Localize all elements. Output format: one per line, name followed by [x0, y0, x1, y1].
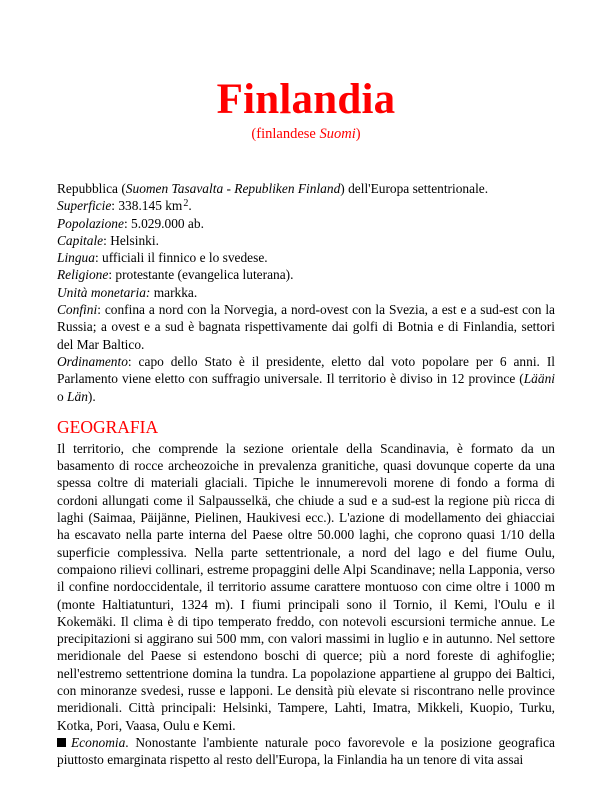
section-heading-geografia: GEOGRAFIA [57, 416, 159, 437]
fact-label: Confini [57, 302, 98, 318]
fact-value: : confina a nord con la Norvegia, a nord-ovest con la Svezia, a est e a sud-est con la Russia; a ovest e a sud è bagnata rispettivamente dai golfi di Botnia e di Finlandia, settori del Mar Baltico. [57, 302, 555, 352]
ordinamento-term-lan: Län [67, 388, 88, 404]
fact-value: : 338.145 km [111, 198, 183, 214]
fact-label: Capitale [57, 232, 104, 248]
fact-unita-monetaria [57, 284, 555, 301]
page-title: Finlandia [216, 76, 396, 123]
document-body [57, 180, 555, 769]
fact-ordinamento [57, 353, 555, 405]
fact-label: Lingua [57, 250, 95, 266]
ordinamento-end: ). [87, 388, 96, 404]
fact-value: markka. [150, 284, 198, 300]
intro-paragraph [57, 180, 555, 197]
fact-label: Unità monetaria: [57, 284, 151, 300]
fact-superscript: 2 [183, 198, 189, 210]
ordinamento-text: : capo dello Stato è il presidente, eletto dal voto popolare per 6 anni. Il Parlamento viene eletto con suffragio universale. Il territorio è diviso in 12 province ( [57, 353, 555, 387]
subtitle-native-name: Suomi [319, 126, 356, 142]
fact-popolazione [57, 215, 555, 232]
subtitle-prefix: (finlandese [251, 126, 320, 142]
subtitle-suffix: ) [355, 126, 361, 142]
fact-lingua [57, 249, 555, 266]
fact-superficie [57, 197, 555, 214]
fact-label: Ordinamento [57, 353, 128, 369]
fact-label: Superficie [57, 198, 112, 214]
page-subtitle [0, 125, 612, 143]
intro-lead: Repubblica ( [57, 181, 126, 196]
economia-text: . Nonostante l'ambiente naturale poco favorevole e la posizione geografica piuttosto emarginata rispetto al resto dell'Europa, la Finlandia ha un tenore di vita assai [57, 734, 555, 768]
fact-label: Popolazione [57, 215, 124, 231]
economia-label: Economia [71, 734, 126, 750]
fact-label: Religione [57, 267, 109, 283]
economia-paragraph [57, 734, 555, 769]
fact-capitale [57, 232, 555, 249]
official-name: Suomen Tasavalta - Republiken Finland [125, 181, 341, 196]
ordinamento-term-laani: Lääni [523, 371, 555, 387]
fact-value: : 5.029.000 ab. [123, 215, 204, 231]
fact-after: . [188, 198, 192, 214]
intro-tail: ) dell'Europa settentrionale. [340, 181, 489, 196]
fact-value: : Helsinki. [103, 232, 159, 248]
geografia-paragraph: Il territorio, che comprende la sezione orientale della Scandinavia, è formato da un basamento di rocce archeozoiche in prevalenza granitiche, quasi dovunque coperte da una spessa coltre di materiali glaciali. Tipiche le innumerevoli morene di fondo a forma di cordoni allungati come il Salpausselkä, che chiude a sud e a sud-est la regione più ricca di laghi (Saimaa, Päijänne, Pielinen, Haukivesi ecc.). L'azione di modellamento dei ghiacciai ha escavato nella parte interna del Paese oltre 50.000 laghi, che coprono quasi 1/10 della superficie complessiva. Nella parte settentrionale, a nord del lago e del fiume Oulu, compaiono rilievi collinari, estreme propaggini delle Alpi Scandinave; nella Lapponia, verso il confine nordoccidentale, il territorio assume carattere montuoso con cime oltre i 1000 m (monte Haltiatunturi, 1324 m). I fiumi principali sono il Tornio, il Kemi, l'Oulu e il Kokemäki. Il clima è di tipo temperato freddo, con notevoli escursioni termiche annue. Le precipitazioni si aggirano sui 500 mm, con valori massimi in luglio e in autunno. Nel settore meridionale del Paese si estendono boschi di querce; più a nord foreste di aghifoglie; nell'estremo settentrione domina la tundra. La popolazione appartiene al gruppo dei Baltici, con minoranze svedesi, russe e lapponi. Le densità più elevate si riscontrano nelle province meridionali. Città principali: Helsinki, Tampere, Lahti, Imatra, Mikkeli, Kuopio, Turku, Kotka, Pori, Vaasa, Oulu e Kemi. [57, 440, 555, 733]
square-bullet-icon [57, 738, 66, 747]
fact-confini [57, 301, 555, 353]
fact-value: : protestante (evangelica luterana). [108, 267, 294, 283]
fact-value: : ufficiali il finnico e lo svedese. [94, 250, 268, 266]
ordinamento-mid: o [57, 388, 68, 404]
fact-religione [57, 266, 555, 283]
